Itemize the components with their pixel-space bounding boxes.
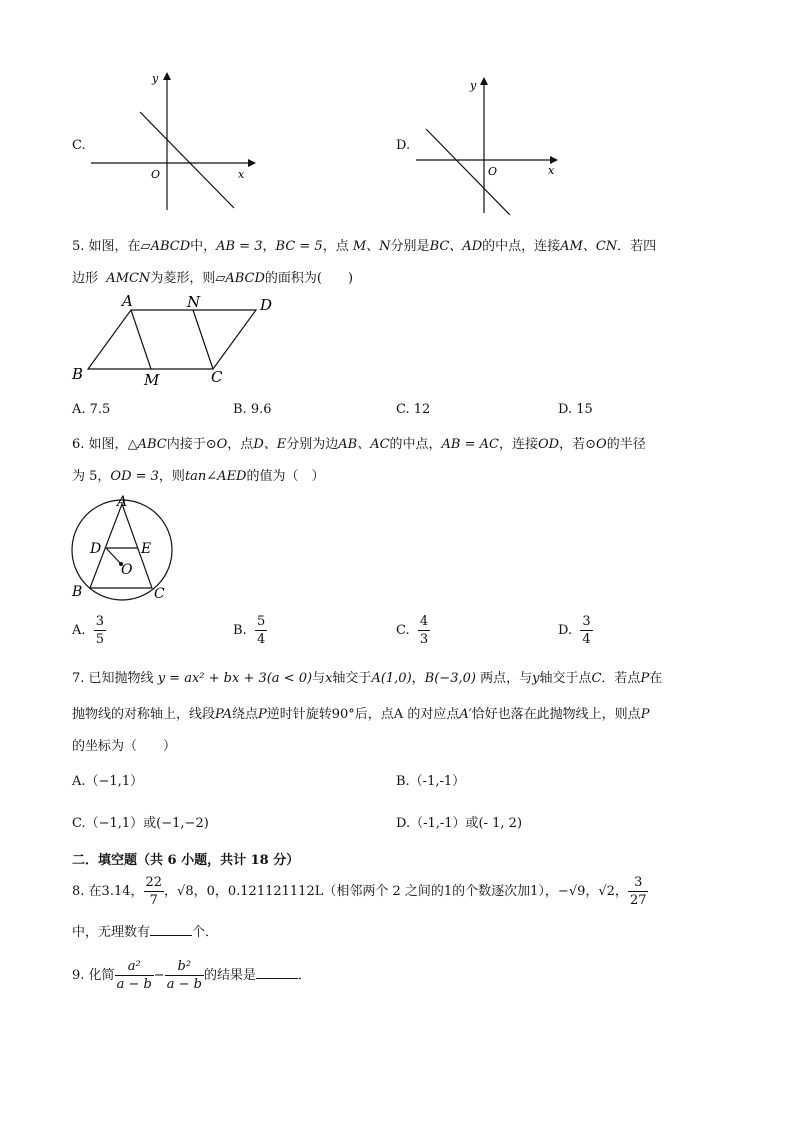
q7-line-3: 的坐标为（ ）: [72, 739, 177, 754]
q4-option-d-label: D.: [396, 138, 411, 153]
circle-o: [72, 500, 172, 600]
y-axis-arrow-icon: [163, 72, 171, 80]
q7-option-a: A.（−1,1）: [72, 774, 144, 789]
point-c-label: C: [211, 368, 223, 386]
point-a-label: A: [117, 494, 128, 510]
q6-option-b: B. $\frac{5}{4}$: [233, 614, 266, 647]
origin-label: O: [151, 168, 161, 181]
point-o-label: O: [121, 562, 133, 578]
q6-line-2: 为 5，OD = 3，则tan∠AED的值为（ ）: [72, 469, 325, 484]
q5-line-2: 边形 AMCN为菱形，则▱ABCD的面积为( ): [72, 271, 354, 286]
q8-line-1: 8. 在3.14， $\frac{22}{7}$ ，√8，0，0.121121112L（相邻两个 2 之间的1的个数逐次加1），−√9，√2， $\frac{3}{27}$: [72, 875, 647, 908]
q6-circle-figure: [66, 492, 176, 604]
y-axis-label: y: [470, 79, 477, 92]
q4-graph-d: [412, 75, 564, 217]
point-c-label: C: [154, 586, 165, 602]
answer-blank[interactable]: [150, 922, 192, 936]
q7-option-b: B.（-1,-1）: [396, 774, 466, 789]
point-e-label: E: [141, 541, 152, 557]
graph-line: [140, 112, 234, 208]
q4-graph-c: [88, 70, 258, 215]
q6-option-c: C. $\frac{4}{3}$: [396, 614, 429, 647]
q6-option-d: D. $\frac{3}{4}$: [558, 614, 591, 647]
q7-line-1: 7. 已知抛物线 y = ax² + bx + 3(a < 0)与x轴交于A(1,0)，B(−3,0) 两点，与y轴交于点C．若点P在: [72, 671, 663, 686]
q6-line-1: 6. 如图，△ABC内接于⊙O，点D、E分别为边AB、AC的中点，AB = AC，连接OD，若⊙O的半径: [72, 437, 646, 452]
origin-label: O: [488, 165, 498, 178]
x-axis-arrow-icon: [248, 159, 256, 167]
segment-od: [106, 548, 121, 564]
q6-option-a: A. $\frac{3}{5}$: [72, 614, 105, 647]
q4-option-c-label: C.: [72, 138, 86, 153]
q7-option-d: D.（-1,-1）或(- 1, 2): [396, 816, 523, 831]
y-axis-label: y: [152, 72, 159, 85]
x-axis-label: x: [548, 164, 555, 177]
y-axis-arrow-icon: [480, 77, 488, 85]
answer-blank[interactable]: [256, 965, 298, 979]
point-d-label: D: [90, 541, 102, 557]
q8-line-2: 中，无理数有 个．: [72, 921, 218, 940]
point-a-label: A: [122, 292, 133, 310]
q5-option-b: B. 9.6: [233, 402, 272, 417]
graph-line: [426, 129, 510, 215]
q5-option-a: A. 7.5: [72, 402, 111, 417]
q5-option-c: C. 12: [396, 402, 431, 417]
parallelogram-abcd: [88, 310, 256, 369]
segment-am: [131, 310, 151, 369]
point-n-label: N: [187, 293, 201, 311]
x-axis-label: x: [238, 168, 245, 181]
q5-option-d: D. 15: [558, 402, 593, 417]
q9-line: 9. 化简 $\frac{\text{a²}}{a - b}$ − $\frac{\text{b²}}{a - b}$ 的结果是 ．: [72, 959, 311, 992]
q5-parallelogram-figure: [68, 290, 283, 390]
point-d-label: D: [260, 296, 273, 314]
point-b-label: B: [72, 584, 83, 600]
x-axis-arrow-icon: [550, 156, 558, 164]
q7-line-2: 抛物线的对称轴上，线段PA绕点P逆时针旋转90°后，点A 的对应点A′恰好也落在此抛物线上，则点P: [72, 707, 650, 722]
section-heading: 二．填空题（共 6 小题，共计 18 分）: [72, 853, 300, 868]
q7-option-c: C.（−1,1）或(−1,−2): [72, 816, 209, 831]
segment-cn: [193, 310, 213, 369]
q5-line-1: 5. 如图，在▱ABCD中，AB = 3，BC = 5，点 M、N分别是BC、AD的中点，连接AM、CN．若四: [72, 239, 657, 254]
point-m-label: M: [144, 371, 160, 389]
point-b-label: B: [72, 365, 84, 383]
